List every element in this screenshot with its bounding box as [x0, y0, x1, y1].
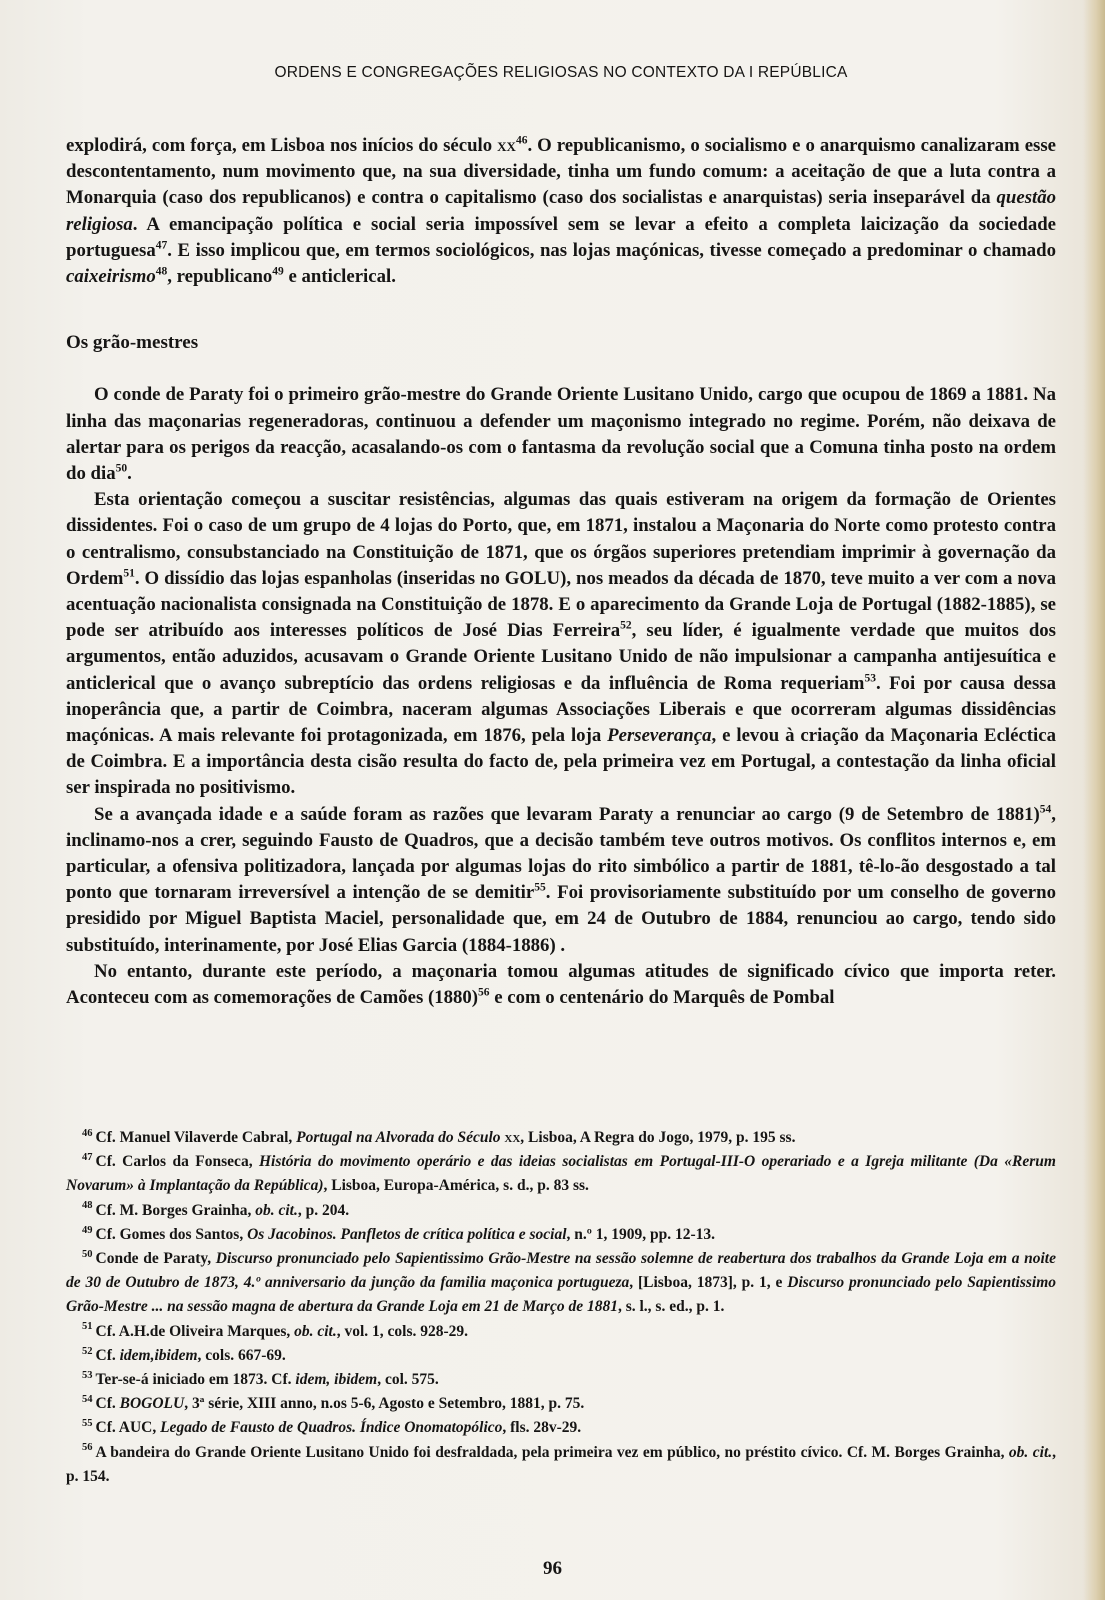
footnote: $^{47}$ Cf. Carlos da Fonseca, História do movimento operário e das ideias socialistas em Portugal-III-O operariado e a Igreja militante (Da «Rerum Novarum» à Implantação da República), Lisboa, Europa-América, s. d., p. 83 ss.	[66, 1152, 1056, 1195]
footnote: $^{46}$ Cf. Manuel Vilaverde Cabral, Portugal na Alvorada do Século xx, Lisboa, A Regra do Jogo, 1979, p. 195 ss.	[82, 1127, 796, 1146]
footnote-ref[interactable]: 47	[155, 239, 168, 252]
footnote-ref[interactable]: 53	[864, 672, 876, 685]
footnote: $^{52}$ Cf. idem,ibidem, cols. 667-69.	[82, 1345, 286, 1364]
page-edge-shadow	[1083, 0, 1105, 1600]
footnote-ref[interactable]: 55	[534, 882, 546, 895]
section-title: Os grão-mestres	[66, 332, 199, 354]
footnote-ref[interactable]: 51	[123, 567, 135, 580]
footnote: $^{49}$ Cf. Gomes dos Santos, Os Jacobinos. Panfletos de crítica política e social, n.º 1, 1909, pp. 12-13.	[82, 1224, 716, 1243]
footnote-ref[interactable]: 46	[515, 134, 528, 147]
paragraph: explodirá, com força, em Lisboa nos inícios do século $xx^{46}$. O republicanismo, o socialismo e o anarquismo canalizaram esse descontentamento, num movimento que, na sua diversidade, tinha um fundo comum: a aceitação de que a luta contra a Monarquia (caso dos republicanos) e contra o capitalismo (caso dos socialistas e anarquistas) seria inseparável da questão religiosa. A emancipação política e social seria impossível sem se levar a efeito a completa laicização da sociedade portuguesa$^{47}$. E isso implicou que, em termos sociológicos, nas lojas maçónicas, tivesse começado a predominar o chamado caixeirismo$^{48}$, republicano$^{49}$ e anticlerical.	[66, 134, 1057, 288]
main-text	[66, 133, 1056, 1011]
footnote: $^{56}$ A bandeira do Grande Oriente Lusitano Unido foi desfraldada, pela primeira vez em público, no préstito cívico. Cf. M. Borges Grainha, ob. cit., p. 154.	[66, 1442, 1056, 1485]
running-header: ORDENS E CONGREGAÇÕES RELIGIOSAS NO CONTEXTO DA I REPÚBLICA	[274, 64, 848, 81]
paragraph: No entanto, durante este período, a maçonaria tomou algumas atitudes de significado cívico que importa reter. Aconteceu com as comemorações de Camões $(1880)^{56}$ e com o centenário do Marquês de Pombal	[66, 960, 1056, 1009]
footnote: $^{48}$ Cf. M. Borges Grainha, ob. cit., p. 204.	[82, 1200, 350, 1219]
footnote-ref[interactable]: 52	[620, 619, 632, 632]
footnote: $^{53}$ Ter-se-á iniciado em 1873. Cf. idem, ibidem, col. 575.	[82, 1369, 439, 1389]
footnote: $^{51}$ Cf. A.H.de Oliveira Marques, ob. cit., vol. 1, cols. 928-29.	[82, 1321, 469, 1340]
footnote-ref[interactable]: 50	[115, 462, 128, 475]
footnote-ref[interactable]: 49	[272, 265, 284, 278]
footnote-ref[interactable]: 54	[1039, 803, 1052, 816]
paragraph: O conde de Paraty foi o primeiro grão-mestre do Grande Oriente Lusitano Unido, cargo que ocupou de 1869 a 1881. Na linha das maçonarias regeneradoras, continuou a defender um maçonismo integrado no regime. Porém, não deixava de alertar para os perigos da reacção, acasalando-os com o fantasma da revolução social que a Comuna tinha posto na ordem do dia$^{50}$.	[66, 384, 1056, 485]
footnotes	[66, 1126, 1056, 1489]
footnote: $^{55}$ Cf. AUC, Legado de Fausto de Quadros. Índice Onomatopólico, fls. 28v-29.	[82, 1418, 582, 1437]
footnote: $^{54}$ Cf. BOGOLU, 3ª série, XIII anno, n.os 5-6, Agosto e Setembro, 1881, p. 75.	[82, 1394, 585, 1413]
footnote-ref[interactable]: 56	[478, 986, 490, 999]
paragraph: Esta orientação começou a suscitar resistências, algumas das quais estiveram na origem da formação de Orientes dissidentes. Foi o caso de um grupo de 4 lojas do Porto, que, em 1871, instalou a Maçonaria do Norte como protesto contra o centralismo, consubstanciado na Constituição de 1871, que os órgãos superiores pretendiam imprimir à governação da Ordem$^{51}$. O dissídio das lojas espanholas (inseridas no GOLU), nos meados da década de 1870, teve muito a ver com a nova acentuação nacionalista consignada na Constituição de 1878. E o aparecimento da Grande Loja de Portugal (1882-1885), se pode ser atribuído aos interesses políticos de José Dias Ferreira$^{52}$, seu líder, é igualmente verdade que muitos dos argumentos, então aduzidos, acusavam o Grande Oriente Lusitano Unido de não impulsionar a campanha antijesuítica e anticlerical que o avanço subreptício das ordens religiosas e da influência de Roma requeriam$^{53}$. Foi por causa dessa inoperância que, a partir de Coimbra, naceram algumas Associações Liberais e que ocorreram algumas dissidências maçónicas. A mais relevante foi protagonizada, em 1876, pela loja Perseverança, e levou à criação da Maçonaria Ecléctica de Coimbra. E a importância desta cisão resulta do facto de, pela primeira vez em Portugal, a contestação da linha oficial ser inspirada no positivismo.	[66, 489, 1056, 799]
page-number: 96	[543, 1558, 562, 1579]
paragraph: Se a avançada idade e a saúde foram as razões que levaram Paraty a renunciar ao cargo (9 de Setembro de 1881)$^{54}$, inclinamo-nos a crer, seguindo Fausto de Quadros, que a decisão também teve outros motivos. Os conflitos internos e, em particular, a ofensiva politizadora, lançada por algumas lojas do rito simbólico a partir de 1881, tê-lo-ão desgostado a tal ponto que tornaram irreversível a intenção de se demitir$^{55}$. Foi provisoriamente substituído por um conselho de governo presidido por Miguel Baptista Maciel, personalidade que, em 24 de Outubro de 1884, renunciou ao cargo, tendo sido substituído, interinamente, por José Elias Garcia (1884-1886) .	[66, 803, 1056, 956]
footnote-ref[interactable]: 48	[155, 265, 168, 278]
footnote: $^{50}$ Conde de Paraty, Discurso pronunciado pelo Sapientissimo Grão-Mestre na sessão solemne de reabertura dos trabalhos da Grande Loja em a noite de 30 de Outubro de 1873, 4.º anniversario da junção da familia maçonica portugueza, [Lisboa, 1873], p. 1, e Discurso pronunciado pelo Sapientissimo Grão-Mestre ... na sessão magna de abertura da Grande Loja em 21 de Março de 1881, s. l., s. ed., p. 1.	[66, 1248, 1056, 1316]
